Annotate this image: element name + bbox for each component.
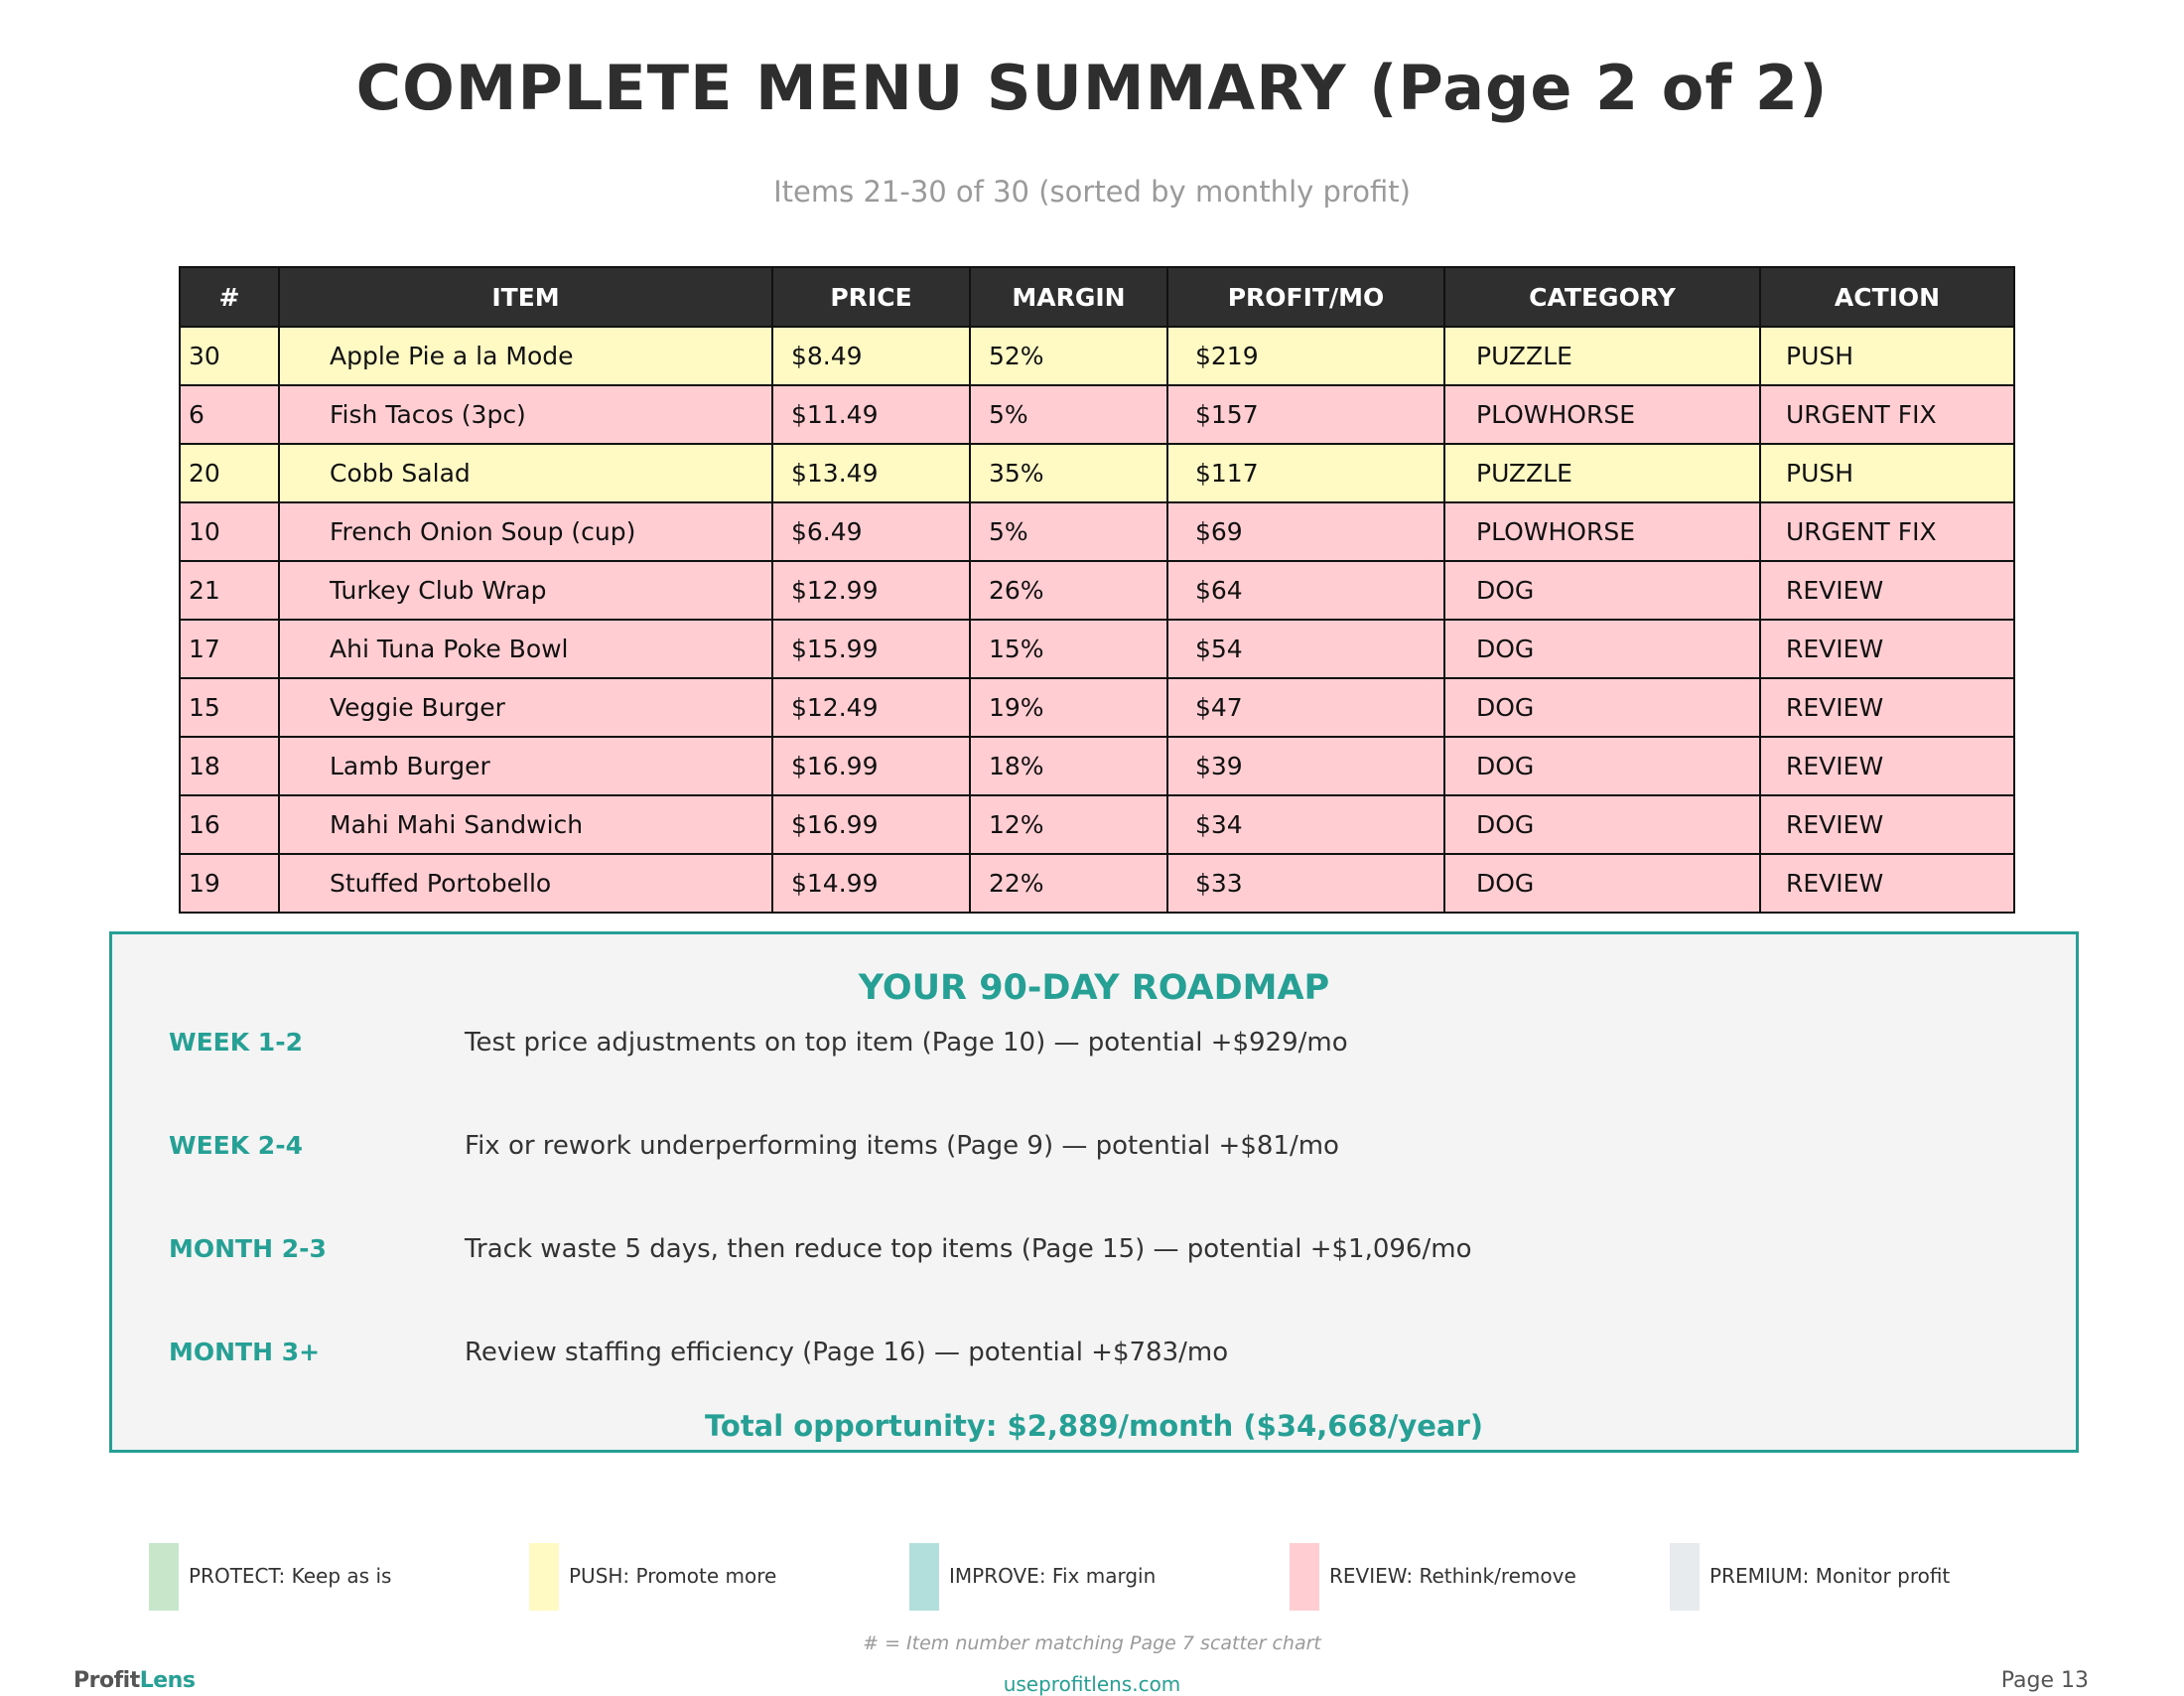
cell-category: DOG <box>1444 678 1760 737</box>
roadmap-step-label: MONTH 2-3 <box>169 1234 327 1263</box>
cell-price: $14.99 <box>772 854 970 913</box>
cell-profit: $47 <box>1167 678 1444 737</box>
legend-label: IMPROVE: Fix margin <box>949 1564 1157 1588</box>
cell-item: Veggie Burger <box>279 678 772 737</box>
cell-margin: 52% <box>970 327 1167 385</box>
cell-category: PUZZLE <box>1444 327 1760 385</box>
cell-item: Turkey Club Wrap <box>279 561 772 620</box>
cell-action: PUSH <box>1760 444 2014 502</box>
cell-price: $16.99 <box>772 795 970 854</box>
roadmap-step-text: Track waste 5 days, then reduce top items (Page 15) — potential +$1,096/mo <box>465 1234 1472 1264</box>
table-row <box>180 620 2014 678</box>
table-body <box>180 327 2014 913</box>
table-row <box>180 795 2014 854</box>
cell-number: 21 <box>180 561 279 620</box>
cell-profit: $33 <box>1167 854 1444 913</box>
legend-label: REVIEW: Rethink/remove <box>1329 1564 1576 1588</box>
cell-item: Apple Pie a la Mode <box>279 327 772 385</box>
cell-price: $15.99 <box>772 620 970 678</box>
logo-text-lens: Lens <box>139 1668 196 1693</box>
cell-action: REVIEW <box>1760 620 2014 678</box>
cell-number: 18 <box>180 737 279 795</box>
cell-profit: $54 <box>1167 620 1444 678</box>
table-header-row <box>180 267 2014 327</box>
cell-category: DOG <box>1444 795 1760 854</box>
legend-label: PUSH: Promote more <box>569 1564 777 1588</box>
cell-price: $13.49 <box>772 444 970 502</box>
cell-number: 10 <box>180 502 279 561</box>
cell-action: REVIEW <box>1760 737 2014 795</box>
column-header-action: ACTION <box>1760 267 2014 327</box>
cell-margin: 5% <box>970 385 1167 444</box>
roadmap-panel <box>109 931 2079 1453</box>
table-row <box>180 678 2014 737</box>
roadmap-step <box>169 1131 2055 1171</box>
cell-category: DOG <box>1444 737 1760 795</box>
cell-category: PUZZLE <box>1444 444 1760 502</box>
legend-swatch <box>529 1543 559 1611</box>
cell-number: 16 <box>180 795 279 854</box>
legend-label: PROTECT: Keep as is <box>189 1564 392 1588</box>
roadmap-step-label: MONTH 3+ <box>169 1338 321 1366</box>
roadmap-step-text: Review staffing efficiency (Page 16) — potential +$783/mo <box>465 1338 1229 1367</box>
table-row <box>180 854 2014 913</box>
cell-margin: 22% <box>970 854 1167 913</box>
website-link[interactable]: useprofitlens.com <box>1003 1672 1181 1696</box>
cell-number: 15 <box>180 678 279 737</box>
cell-category: DOG <box>1444 854 1760 913</box>
column-header-price: PRICE <box>772 267 970 327</box>
page-title: COMPLETE MENU SUMMARY (Page 2 of 2) <box>355 52 1829 124</box>
column-header-category: CATEGORY <box>1444 267 1760 327</box>
cell-number: 30 <box>180 327 279 385</box>
cell-profit: $34 <box>1167 795 1444 854</box>
cell-profit: $219 <box>1167 327 1444 385</box>
roadmap-step <box>169 1028 2055 1067</box>
cell-margin: 15% <box>970 620 1167 678</box>
cell-margin: 26% <box>970 561 1167 620</box>
cell-price: $11.49 <box>772 385 970 444</box>
cell-item: Fish Tacos (3pc) <box>279 385 772 444</box>
column-header-item: ITEM <box>279 267 772 327</box>
cell-action: PUSH <box>1760 327 2014 385</box>
cell-item: Mahi Mahi Sandwich <box>279 795 772 854</box>
roadmap-step <box>169 1338 2055 1377</box>
roadmap-title: YOUR 90-DAY ROADMAP <box>858 968 1330 1008</box>
column-header-number: # <box>180 267 279 327</box>
column-header-profit: PROFIT/MO <box>1167 267 1444 327</box>
table-row <box>180 737 2014 795</box>
cell-number: 6 <box>180 385 279 444</box>
table-row <box>180 444 2014 502</box>
cell-price: $6.49 <box>772 502 970 561</box>
table-row <box>180 561 2014 620</box>
legend-swatch <box>1670 1543 1700 1611</box>
cell-profit: $117 <box>1167 444 1444 502</box>
cell-margin: 19% <box>970 678 1167 737</box>
cell-margin: 35% <box>970 444 1167 502</box>
cell-margin: 5% <box>970 502 1167 561</box>
cell-action: REVIEW <box>1760 561 2014 620</box>
table-row <box>180 385 2014 444</box>
cell-profit: $69 <box>1167 502 1444 561</box>
cell-category: DOG <box>1444 620 1760 678</box>
cell-category: DOG <box>1444 561 1760 620</box>
cell-category: PLOWHORSE <box>1444 502 1760 561</box>
legend-swatch <box>149 1543 179 1611</box>
cell-item: Cobb Salad <box>279 444 772 502</box>
roadmap-step-text: Fix or rework underperforming items (Page 9) — potential +$81/mo <box>465 1131 1339 1161</box>
cell-profit: $39 <box>1167 737 1444 795</box>
cell-price: $12.49 <box>772 678 970 737</box>
cell-price: $16.99 <box>772 737 970 795</box>
cell-action: REVIEW <box>1760 678 2014 737</box>
cell-item: Lamb Burger <box>279 737 772 795</box>
legend-swatch <box>909 1543 939 1611</box>
cell-action: REVIEW <box>1760 795 2014 854</box>
legend-label: PREMIUM: Monitor profit <box>1709 1564 1951 1588</box>
cell-number: 20 <box>180 444 279 502</box>
cell-item: Stuffed Portobello <box>279 854 772 913</box>
cell-margin: 12% <box>970 795 1167 854</box>
page-number: Page 13 <box>2000 1668 2089 1693</box>
cell-price: $8.49 <box>772 327 970 385</box>
page-subtitle: Items 21-30 of 30 (sorted by monthly profit) <box>773 175 1411 209</box>
cell-profit: $157 <box>1167 385 1444 444</box>
cell-number: 19 <box>180 854 279 913</box>
cell-category: PLOWHORSE <box>1444 385 1760 444</box>
legend-swatch <box>1290 1543 1319 1611</box>
table-row <box>180 502 2014 561</box>
roadmap-step-label: WEEK 2-4 <box>169 1131 303 1160</box>
cell-action: URGENT FIX <box>1760 385 2014 444</box>
logo-text-profit: Profit <box>73 1668 140 1693</box>
cell-action: REVIEW <box>1760 854 2014 913</box>
roadmap-step-text: Test price adjustments on top item (Page 10) — potential +$929/mo <box>465 1028 1348 1058</box>
roadmap-step <box>169 1234 2055 1274</box>
menu-summary-table <box>179 266 2015 914</box>
roadmap-total: Total opportunity: $2,889/month ($34,668/year) <box>704 1409 1484 1443</box>
table-row <box>180 327 2014 385</box>
cell-number: 17 <box>180 620 279 678</box>
cell-profit: $64 <box>1167 561 1444 620</box>
cell-price: $12.99 <box>772 561 970 620</box>
cell-item: Ahi Tuna Poke Bowl <box>279 620 772 678</box>
cell-action: URGENT FIX <box>1760 502 2014 561</box>
column-header-margin: MARGIN <box>970 267 1167 327</box>
cell-item: French Onion Soup (cup) <box>279 502 772 561</box>
footnote: # = Item number matching Page 7 scatter chart <box>863 1632 1321 1654</box>
roadmap-step-label: WEEK 1-2 <box>169 1028 303 1057</box>
cell-margin: 18% <box>970 737 1167 795</box>
